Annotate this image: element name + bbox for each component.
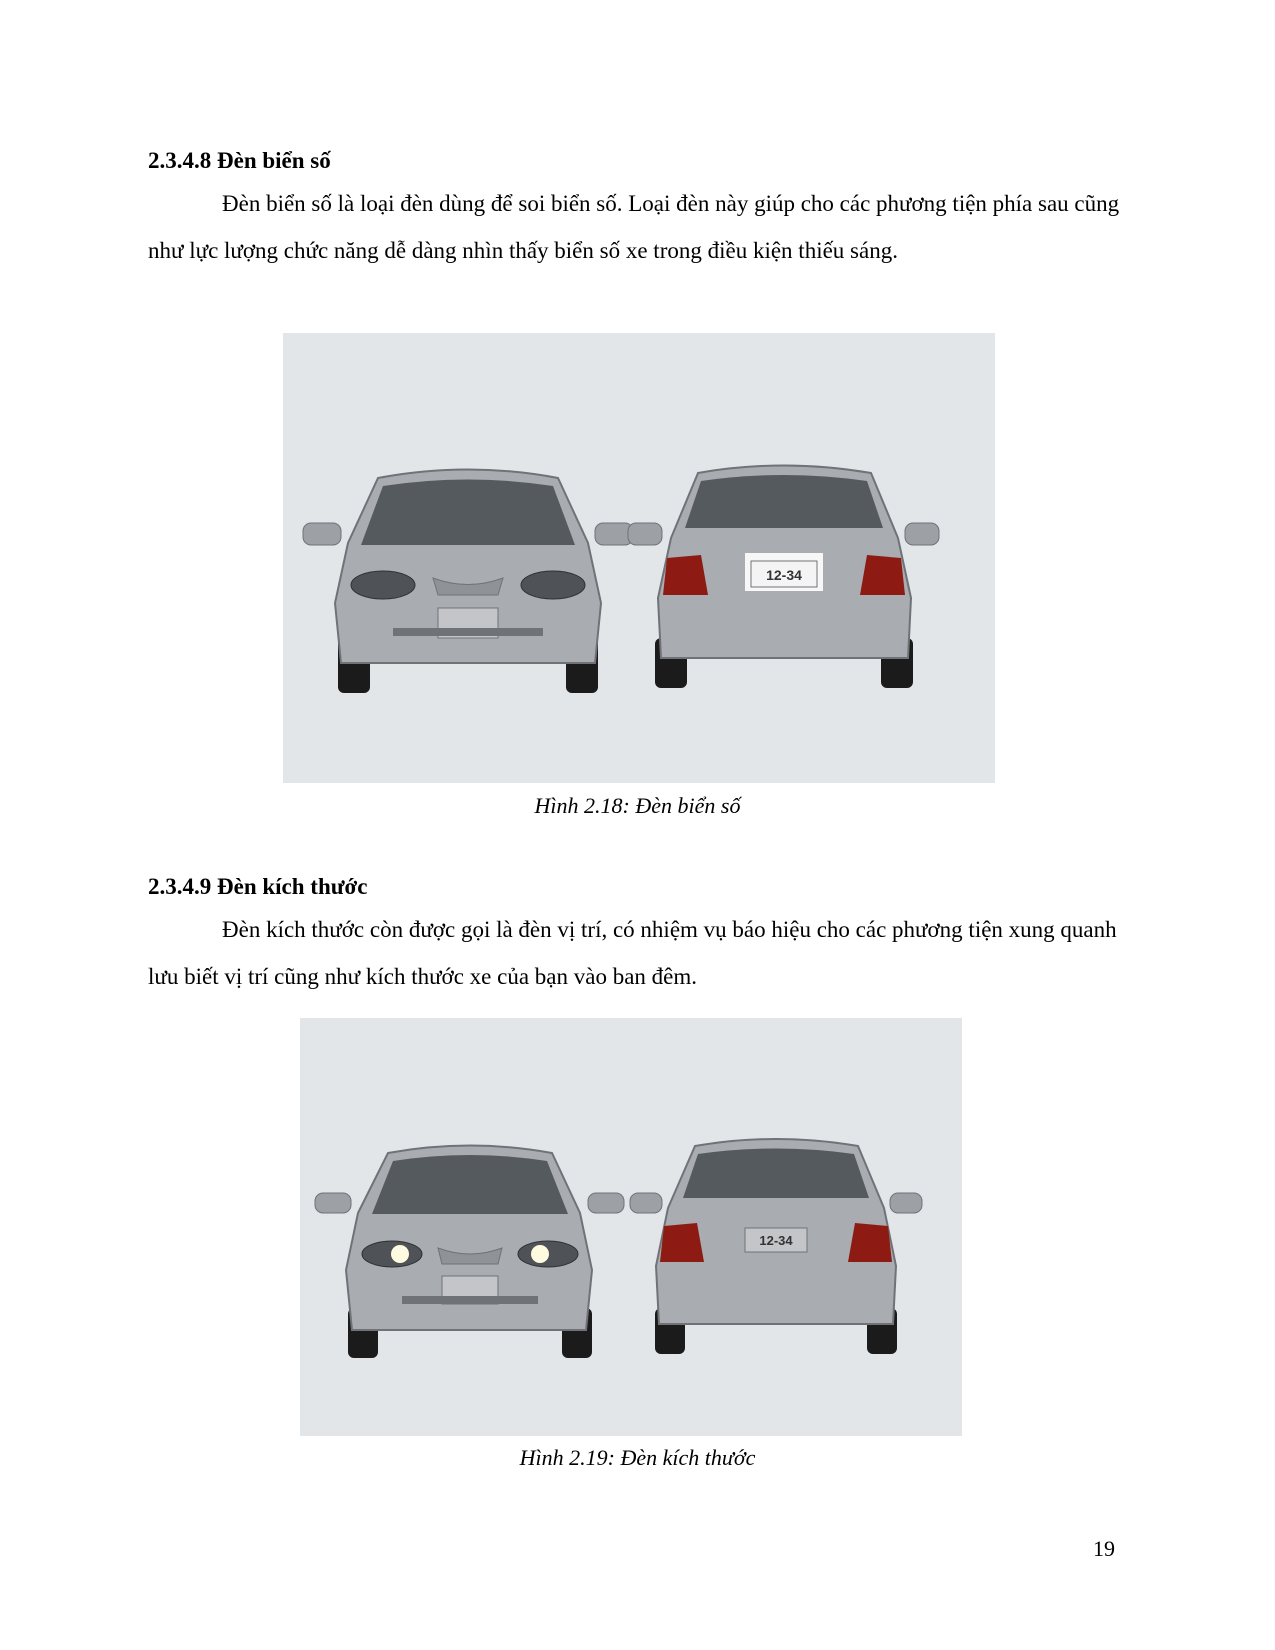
front-right-headlight: [521, 571, 585, 599]
rear-left-mirror: [628, 523, 662, 545]
car-front-view: [303, 470, 633, 694]
figure-caption-2-19: Hình 2.19: Đèn kích thước: [519, 1445, 756, 1470]
rear-right-taillight: [848, 1223, 892, 1262]
section-paragraph-license-plate-light: Đèn biển số là loại đèn dùng để soi biển số. Loại đèn này giúp cho các phương tiện phía sau cũng như lực lượng chức năng dễ dàng nhìn thấy biển số xe trong điều kiện thiếu sáng.: [148, 191, 1120, 263]
section-heading-position-light: 2.3.4.9 Đèn kích thước: [148, 874, 368, 899]
car-rear-view: [628, 466, 939, 689]
plate-number: 12-34: [766, 567, 802, 583]
rear-window: [685, 475, 883, 528]
plate-number: 12-34: [759, 1233, 793, 1248]
figure-caption-2-18: Hình 2.18: Đèn biển số: [534, 793, 741, 818]
rear-left-mirror: [630, 1193, 662, 1213]
front-windshield: [372, 1155, 568, 1214]
front-left-mirror: [303, 523, 341, 545]
car-illustration-license-plate: [283, 333, 995, 783]
section-paragraph-position-light: Đèn kích thước còn được gọi là đèn vị trí, có nhiệm vụ báo hiệu cho các phương tiện xung quanh lưu biết vị trí cũng như kích thước xe của bạn vào ban đêm.: [148, 917, 1117, 989]
right-position-light-on: [531, 1245, 549, 1263]
figure-position-light: [300, 1018, 962, 1436]
front-right-mirror: [595, 523, 633, 545]
rear-left-taillight: [660, 1223, 704, 1262]
front-lower-vent: [402, 1296, 538, 1304]
left-position-light-on: [391, 1245, 409, 1263]
front-lower-vent: [393, 628, 543, 636]
page-number: 19: [1093, 1536, 1115, 1561]
car-rear-view: [630, 1139, 922, 1354]
front-right-mirror: [588, 1193, 624, 1213]
car-illustration-position: [300, 1018, 962, 1436]
front-left-mirror: [315, 1193, 351, 1213]
rear-right-taillight: [860, 555, 905, 595]
figure-license-plate-light: [283, 333, 995, 783]
rear-right-mirror: [905, 523, 939, 545]
car-front-view: [315, 1146, 624, 1359]
section-heading-license-plate-light: 2.3.4.8 Đèn biển số: [148, 148, 331, 173]
front-windshield: [361, 480, 575, 546]
front-left-headlight: [351, 571, 415, 599]
rear-left-taillight: [663, 555, 708, 595]
rear-window: [683, 1149, 869, 1199]
rear-right-mirror: [890, 1193, 922, 1213]
